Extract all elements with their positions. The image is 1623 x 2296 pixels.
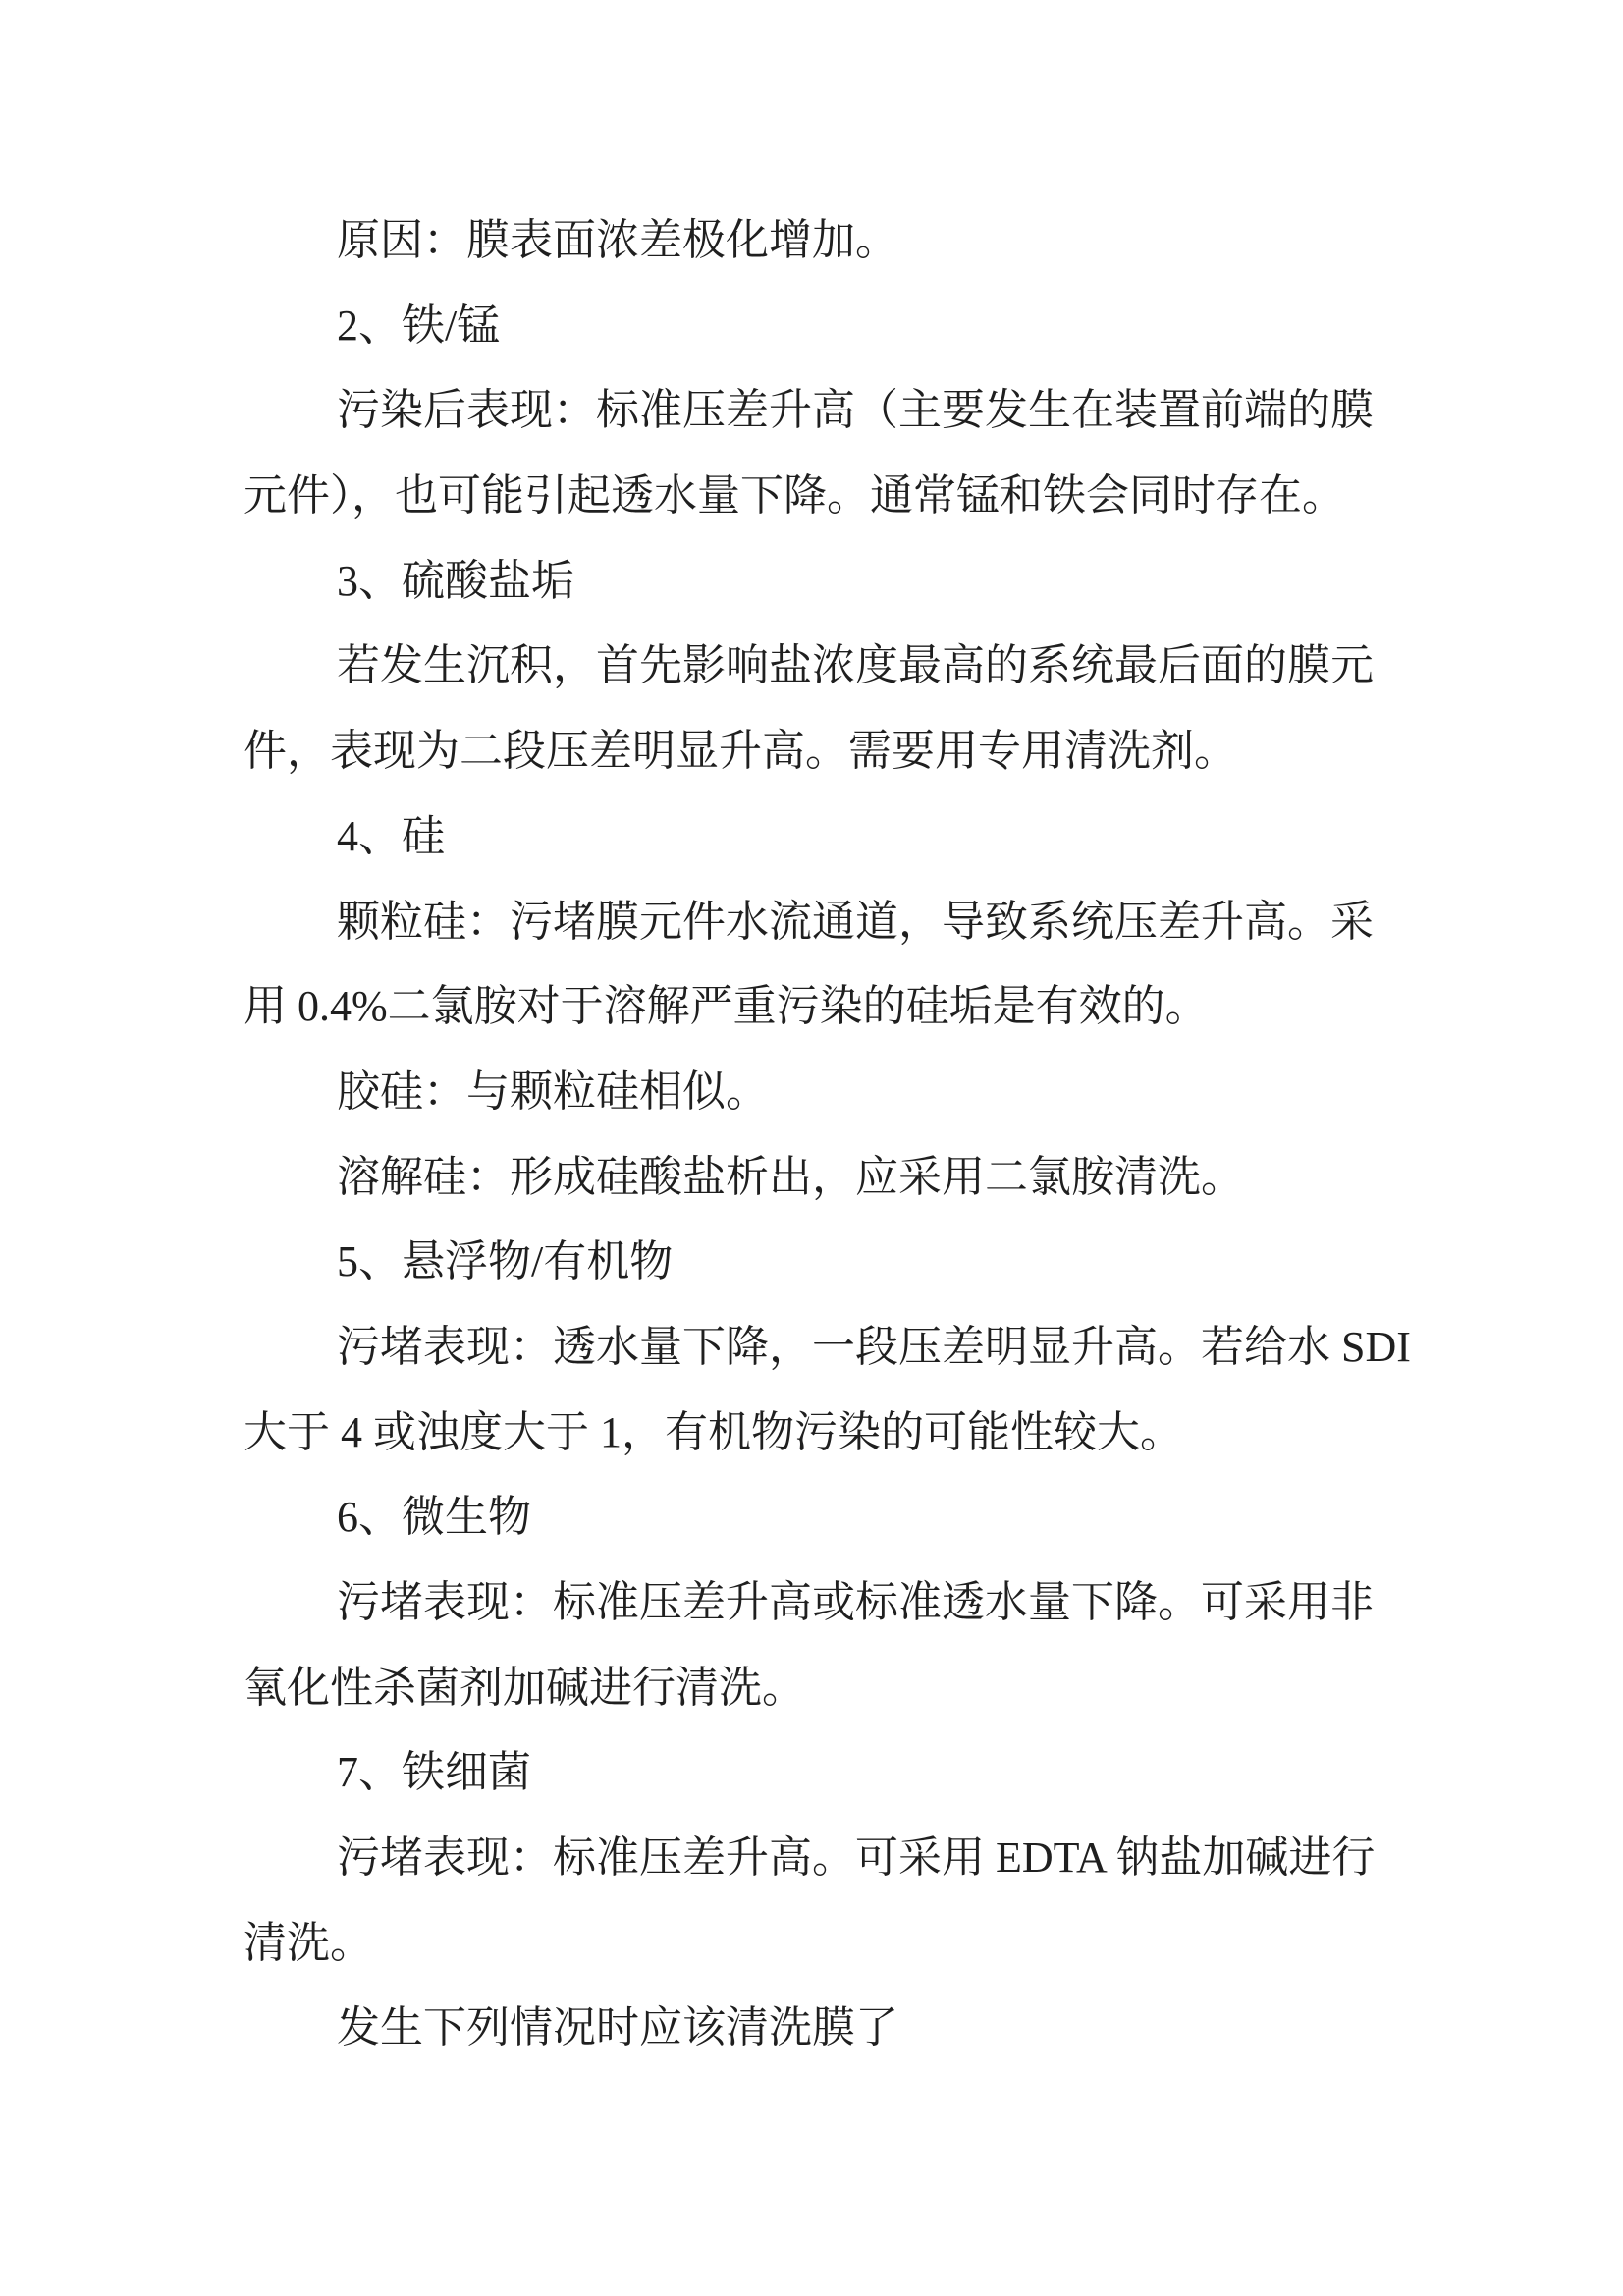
paragraph-heading bbox=[243, 284, 1382, 369]
text-line: 污堵表现：透水量下降，一段压差明显升高。若给水 SDI bbox=[337, 1322, 1411, 1371]
text-line: 7、铁细菌 bbox=[337, 1748, 531, 1797]
text-line: 若发生沉积，首先影响盐浓度最高的系统最后面的膜元 bbox=[337, 641, 1374, 690]
paragraph bbox=[243, 1816, 1382, 1986]
paragraph-heading bbox=[243, 1220, 1382, 1305]
paragraph-heading bbox=[243, 1730, 1382, 1816]
paragraph bbox=[243, 1135, 1382, 1221]
paragraph bbox=[243, 624, 1382, 793]
text-line: 件，表现为二段压差明显升高。需要用专用清洗剂。 bbox=[243, 727, 1237, 776]
text-line: 3、硫酸盐垢 bbox=[337, 556, 574, 605]
text-line: 用 0.4%二氯胺对于溶解严重污染的硅垢是有效的。 bbox=[243, 982, 1209, 1031]
text-line: 5、悬浮物/有机物 bbox=[337, 1237, 674, 1286]
text-line: 颗粒硅：污堵膜元件水流通道，导致系统压差升高。采 bbox=[337, 897, 1374, 946]
document-body bbox=[243, 198, 1411, 2071]
text-line: 胶硅：与颗粒硅相似。 bbox=[337, 1066, 769, 1116]
text-line: 6、微生物 bbox=[337, 1493, 531, 1542]
text-line: 大于 4 或浊度大于 1，有机物污染的可能性较大。 bbox=[243, 1407, 1183, 1456]
paragraph bbox=[243, 880, 1382, 1050]
text-line: 4、硅 bbox=[337, 811, 445, 860]
text-line: 污堵表现：标准压差升高或标准透水量下降。可采用非 bbox=[337, 1578, 1374, 1626]
text-line: 原因：膜表面浓差极化增加。 bbox=[337, 216, 898, 264]
text-line: 氧化性杀菌剂加碱进行清洗。 bbox=[243, 1663, 805, 1712]
paragraph-heading bbox=[243, 539, 1382, 625]
text-line: 发生下列情况时应该清洗膜了 bbox=[337, 2003, 898, 2052]
paragraph bbox=[243, 198, 1382, 284]
paragraph bbox=[243, 1986, 1382, 2071]
text-line: 清洗。 bbox=[243, 1918, 373, 1967]
text-line: 元件），也可能引起透水量下降。通常锰和铁会同时存在。 bbox=[243, 471, 1345, 520]
paragraph-heading bbox=[243, 794, 1382, 880]
paragraph bbox=[243, 1305, 1411, 1475]
paragraph bbox=[243, 368, 1382, 538]
paragraph bbox=[243, 1050, 1382, 1135]
text-line: 2、铁/锰 bbox=[337, 301, 501, 350]
text-line: 污染后表现：标准压差升高（主要发生在装置前端的膜 bbox=[337, 386, 1374, 435]
text-line: 污堵表现：标准压差升高。可采用 EDTA 钠盐加碱进行 bbox=[337, 1833, 1376, 1883]
text-line: 溶解硅：形成硅酸盐析出，应采用二氯胺清洗。 bbox=[337, 1152, 1244, 1201]
paragraph bbox=[243, 1560, 1382, 1730]
paragraph-heading bbox=[243, 1475, 1382, 1560]
